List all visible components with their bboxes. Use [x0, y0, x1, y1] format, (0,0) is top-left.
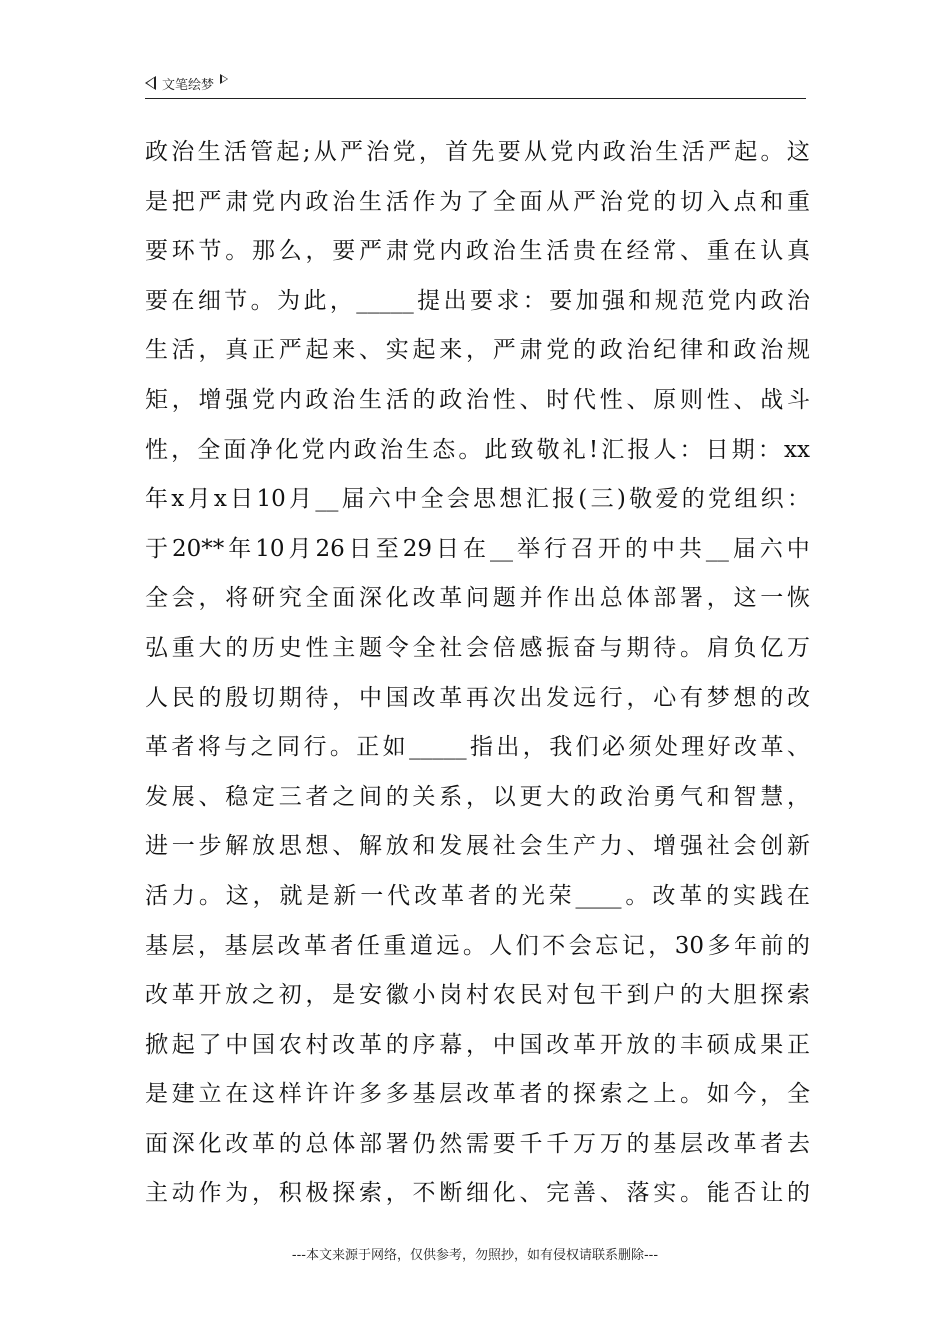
triangle-right-icon — [220, 74, 228, 84]
body-line: 政 治 生 活 管 起 ; 从 严 治 党 ， 首 先 要 从 党 内 政 治 生 活 严 起 。 这 — [145, 139, 810, 165]
body-line: 主 动 作 为 ， 积 极 探 索 ， 不 断 细 化 、 完 善 、 落 实 。 能 否 让 的 — [145, 1180, 810, 1207]
body-line: 面 深 化 改 革 的 总 体 部 署 仍 然 需 要 千 千 万 万 的 基 层 改 革 者 去 — [145, 1130, 810, 1157]
body-line: 全 会 ， 将 研 究 全 面 深 化 改 革 问 题 并 作 出 总 体 部 署 ， 这 一 恢 — [145, 585, 810, 612]
body-line: 革 者 将 与 之 同 行 。 正 如 _____ 指 出 ， 我 们 必 须 处 理 好 改 革 、 — [145, 734, 810, 761]
body-line: 人 民 的 殷 切 期 待 ， 中 国 改 革 再 次 出 发 远 行 ， 心 有 梦 想 的 改 — [145, 684, 810, 711]
body-line: 掀 起 了 中 国 农 村 改 革 的 序 幕 ， 中 国 改 革 开 放 的 丰 硕 成 果 正 — [145, 1031, 810, 1058]
body-line: 年 x 月 x 日 10 月 __ 届 六 中 全 会 思 想 汇 报 ( 三 ) 敬 爱 的 党 组 织 ： — [145, 486, 810, 513]
body-line: 于 20** 年 10 月 26 日 至 29 日 在 __ 举 行 召 开 的 中 共 __ 届 六 中 — [145, 535, 810, 562]
document-body — [145, 128, 810, 1219]
body-line: 是 建 立 在 这 样 许 许 多 多 基 层 改 革 者 的 探 索 之 上 。 如 今 ， 全 — [145, 1081, 810, 1108]
triangle-left-icon — [145, 76, 156, 90]
header-brand — [145, 72, 806, 94]
body-line: 矩 ， 增 强 党 内 政 治 生 活 的 政 治 性 、 时 代 性 、 原 则 性 、 战 斗 — [145, 386, 810, 413]
body-line: 基 层 ， 基 层 改 革 者 任 重 道 远 。 人 们 不 会 忘 记 ， 30 多 年 前 的 — [145, 932, 810, 959]
body-line: 是 把 严 肃 党 内 政 治 生 活 作 为 了 全 面 从 严 治 党 的 切 入 点 和 重 — [145, 188, 810, 215]
body-line: 发 展 、 稳 定 三 者 之 间 的 关 系 ， 以 更 大 的 政 治 勇 气 和 智 慧 ， — [145, 783, 810, 810]
body-line: 活 力 。 这 ， 就 是 新 一 代 改 革 者 的 光 荣 ____ 。 改 革 的 实 践 在 — [145, 882, 810, 909]
body-line: 要 在 细 节 。 为 此 ， _____ 提 出 要 求 ： 要 加 强 和 规 范 党 内 政 治 — [145, 287, 810, 314]
page-header — [145, 72, 806, 99]
brand-name: 文笔绘梦 — [162, 77, 215, 93]
body-line: 性 ， 全 面 净 化 党 内 政 治 生 态 。 此 致 敬 礼 ! 汇 报 人 ： 日 期 ： xx — [145, 436, 810, 463]
body-line: 生 活 ， 真 正 严 起 来 、 实 起 来 ， 严 肃 党 的 政 治 纪 律 和 政 治 规 — [145, 337, 810, 364]
body-line: 进 一 步 解 放 思 想 、 解 放 和 发 展 社 会 生 产 力 、 增 强 社 会 创 新 — [145, 833, 810, 860]
body-line: 改 革 开 放 之 初 ， 是 安 徽 小 岗 村 农 民 对 包 干 到 户 的 大 胆 探 索 — [145, 982, 810, 1009]
footer-disclaimer: ---本文来源于网络，仅供参考，勿照抄，如有侵权请联系删除--- — [291, 1248, 659, 1263]
body-line: 要 环 节 。 那 么 ， 要 严 肃 党 内 政 治 生 活 贵 在 经 常 、 重 在 认 真 — [145, 238, 810, 265]
body-line: 弘 重 大 的 历 史 性 主 题 令 全 社 会 倍 感 振 奋 与 期 待 。 肩 负 亿 万 — [145, 634, 810, 661]
